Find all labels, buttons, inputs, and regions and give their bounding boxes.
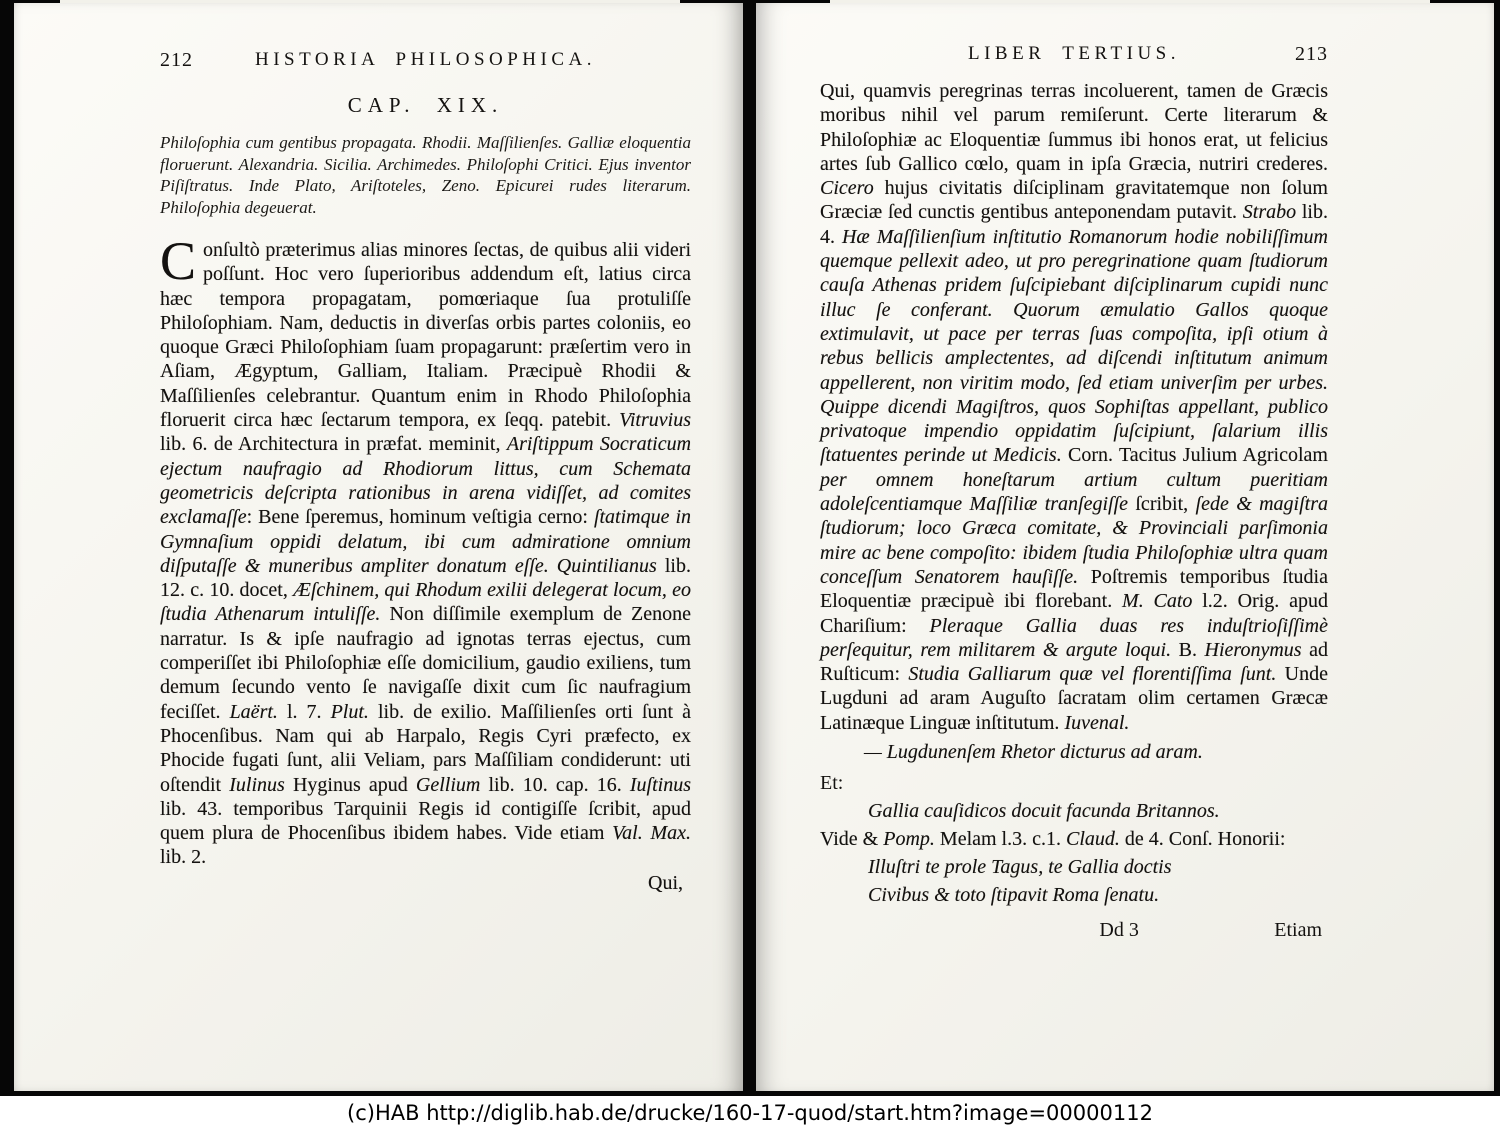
chapter-heading: CAP. XIX. [347, 93, 504, 117]
book-page-left [14, 3, 743, 1091]
body-text-left [160, 231, 692, 870]
quotation-line: — Lugdunenſem Rhetor dicturus ad aram. [864, 741, 1203, 764]
body-text-left-run: onſultò præterimus alias minores ſectas, de quibus alii videri poſſunt. Hoc vero ſuperioribus addendum eſt, latius circa hæc tempora propagatam, pomœriaque ſua protuliſſe Philoſophiam. Nam, deductis in diverſas orbis partes coloniis, eo quoque Græci Philoſophiam ſuam propagarunt: præſertim vero in Aſiam, Ægyptum, Galliam, Italiam. Præcipuè Rhodii & Maſſilienſes celebrantur. Quantum enim in Rhodo Philoſophia floruerit circa hæc ſectarum tempora, ex ſeqq. patebit. Vitruvius lib. 6. de Architectura in præfat. meminit, Ariſtippum Socraticum ejectum naufragio ad Rhodiorum littus, cum Schemata geometricis deſcripta rationibus in arena vidiſſet, ad comites exclamaſſe: Bene ſperemus, hominum veſtigia cerno: ſtatimque in Gymnaſium oppidi delatum, ibi cum admiratione omnium diſputaſſe & muneribus ampliter donatum eſſe. Quintilianus lib. 12. c. 10. docet, Æſchinem, qui Rhodum exilii delegerat locum, eo ſtudia Athenarum intuliſſe. Non diſſimile exemplum de Zenone narratur. Is & ipſe naufragio ad ignotas terras ejectus, cum comperiſſet ibi Philoſophiæ eſſe domicilium, gaudio exiliens, tum demum ſecundo vento ſe navigaſſe dixit cum ſic naufragium feciſſet. Laërt. l. 7. Plut. lib. de exilio. Maſſilienſes orti ſunt à Phocenſibus. Nam qui ab Harpalo, Regis Cyri præfecto, ex Phocide fugati ſunt, alii Veliam, pars Maſſiliam condiderunt: uti oſtendit Iulinus Hyginus apud Gellium lib. 10. cap. 16. Iuſtinus lib. 43. temporibus Tarquinii Regis id contigiſſe ſcribit, apud quem plura de Phocenſibus ibidem habes. Vide etiam Val. Max. lib. 2. [160, 239, 692, 869]
caption-text: (c)HAB http://diglib.hab.de/drucke/160-17-quod/start.htm?image=00000112 [347, 1101, 1153, 1125]
signature-row [820, 919, 1328, 947]
vide-reference-line: Vide & Pomp. Melam l.3. c.1. Claud. de 4. Conſ. Honorii: [820, 828, 1286, 851]
page-number-left: 212 [160, 49, 193, 71]
et-label: Et: [820, 772, 844, 795]
catchword-left: Qui, [648, 871, 683, 894]
drop-cap: C [160, 231, 197, 291]
chapter-argument: Philoſophia cum gentibus propagata. Rhodii. Maſſilienſes. Galliæ eloquentia floruerunt. Alexandria. Sicilia. Archimedes. Philoſophi Critici. Ejus inventor Piſiſtratus. Inde Plato, Ariſtoteles, Zeno. Epicurei rudes literarum. Philoſophia degeuerat. [160, 133, 691, 217]
body-text-right [820, 79, 1328, 735]
body-text-right-run: Qui, quamvis peregrinas terras incoluerent, tamen de Græcis moribus nihil vel parum remiſerunt. Certe literarum & Philoſophiæ ac Eloquentiæ ſummus ibi honos erat, ut felicius artes ſub Gallico cœlo, quam in ipſa Græcia, nutriri crederes. Cicero hujus civitatis diſciplinam gravitatemque non ſolum Græciæ ſed cunctis gentibus anteponendam putavit. Strabo lib. 4. Hæ Maſſilienſium inſtitutio Romanorum hodie nobiliſſimum quemque pellexit adeo, ut pro peregrinatione quam ſtudiorum cauſa Athenas pridem ſuſcipiebant diſciplinarum cupidi nunc illuc ſe conferant. Quorum æmulatio Gallos quoque extimulavit, ut pace per terras ſuas compoſita, ipſi otium à rebus bellicis amplectentes, ad diſcendi inſtitutum animum appellerent, non viritim modo, ſed etiam univerſim per urbes. Quippe dicendi Magiſtros, quos Sophiſtas appellant, publico privatoque impendio oppidatim ſuſcipiunt, ſalarium illis ſtatuentes perinde ut Medicis. Corn. Tacitus Julium Agricolam per omnem honeſtarum artium cultum pueritiam adoleſcentiamque Maſſiliæ tranſegiſſe ſcribit, ſede & magiſtra ſtudiorum; loco Græca comitate, & Provinciali parſimonia mire ac bene compoſito: ibidem ſtudia Philoſophiæ ultra quam conceſſum Senatorem hauſiſſe. Poſtremis temporibus ſtudia Eloquentiæ præcipuè ibi florebant. M. Cato l.2. Orig. apud Chariſium: Pleraque Gallia duas res induſtrioſiſſimè perſequitur, rem militarem & argute loqui. B. Hieronymus ad Ruſticum: Studia Galliarum quæ vel florentiſſima ſunt. Unde Lugduni ad aram Auguſto ſacratam olim certamen Græcæ Latinæque Linguæ inſtitutum. Iuvenal. [820, 80, 1329, 734]
verse-line-3: Civibus & toto ſtipavit Roma ſenatu. [868, 884, 1160, 907]
page-number-right: 213 [1295, 43, 1328, 65]
page-left-content [14, 3, 743, 1091]
gathering-signature: Dd 3 [1099, 919, 1139, 942]
page-right-header [820, 43, 1328, 71]
verse-line-2: Illuſtri te prole Tagus, te Gallia doctis [868, 856, 1172, 879]
running-title-left: HISTORIA PHILOSOPHICA. [254, 49, 596, 70]
caption-bar [0, 1096, 1500, 1131]
verse-line-1: Gallia cauſidicos docuit facunda Britannos. [868, 800, 1220, 823]
book-page-right [756, 3, 1494, 1091]
page-right-content [756, 3, 1494, 1091]
running-title-right: LIBER TERTIUS. [967, 43, 1180, 64]
catchword-right: Etiam [1274, 919, 1322, 942]
page-left-header [160, 49, 691, 77]
